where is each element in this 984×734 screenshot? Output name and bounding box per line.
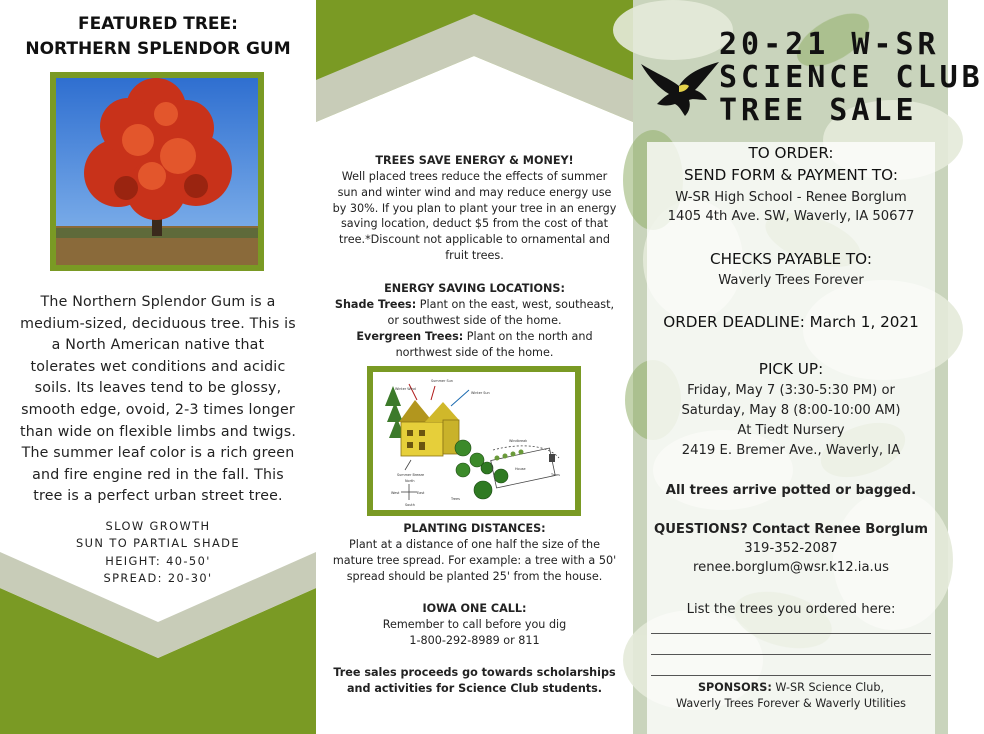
diagram-label-windbreak: Windbreak [509,439,528,443]
diagram-label-north: North [405,479,415,483]
sponsors-line2: Waverly Trees Forever & Waverly Utilities [675,697,907,710]
diagram-label-south: South [405,503,415,507]
iowa-one-call-line1: Remember to call before you dig [382,618,567,631]
shade-text: Plant on the east, west, southeast, or southwest side of the home. [387,298,615,327]
sponsors-line1 [647,680,935,696]
tree-specs [0,518,316,588]
deadline-value: March 1, 2021 [809,313,919,331]
spec-spread: SPREAD: 20-30' [103,571,213,586]
shade-label: Shade Trees: [334,298,417,311]
tree-list-line[interactable] [651,633,931,634]
diagram-label-winter-sun: Winter Sun [471,391,490,395]
tree-description: The Northern Splendor Gum is a medium-sized, deciduous tree. This is a North American native that tolerates wet conditions and acidic soils. Its leaves tend to be glossy, smooth edge, ovoid, 2-3 times longer than wide on flexible limbs and twigs. The summer leaf color is a rich green and fire engine red in the fall. This tree is a perfect urban street tree. [19,294,297,505]
diagram-label-west: West [391,491,400,495]
locations-title: ENERGY SAVING LOCATIONS: [384,282,565,295]
shade-trees-text [330,297,619,329]
planting-text: Plant at a distance of one half the size of the mature tree spread. For example: a tree with a 50' spread should be planted 25' from the house. [332,538,617,583]
iowa-one-call-title: IOWA ONE CALL: [422,602,527,615]
evergreen-trees-text [344,329,605,361]
heading-line: NORTHERN SPLENDOR GUM [25,39,291,59]
evergreen-label: Evergreen Trees: [356,330,464,343]
tree-photo [50,72,264,271]
diagram-label-summer-breeze: Summer Breeze [397,473,425,477]
title-line: TREE SALE [719,93,918,128]
pickup-line: Saturday, May 8 (8:00-10:00 AM) [681,403,901,418]
energy-diagram [367,366,581,516]
energy-info-panel [316,0,633,734]
order-panel [633,0,984,734]
diagram-label-trees: Trees [551,473,560,477]
questions-contact: QUESTIONS? Contact Renee Borglum [653,522,929,537]
title-line: SCIENCE CLUB [719,60,984,95]
planting-title: PLANTING DISTANCES: [403,522,546,535]
title-line: 20-21 W-SR [719,27,940,62]
energy-text: Well placed trees reduce the effects of summer sun and winter wind and may reduce energy use by 30%. If you plan to plant your tree in an energy saving location, deduct $5 from the cost of that tree.*Discount not applicable to ornamental and fruit trees. [332,170,617,262]
send-address-line2: 1405 4th Ave. SW, Waverly, IA 50677 [667,209,915,224]
potted-note: All trees arrive potted or bagged. [665,483,917,498]
sale-title [719,27,984,128]
featured-tree-panel [0,0,316,734]
diagram-label-trees-lower: Trees [451,497,460,501]
energy-title: TREES SAVE ENERGY & MONEY! [375,154,574,167]
spec-sun: SUN TO PARTIAL SHADE [76,536,240,551]
send-title: SEND FORM & PAYMENT TO: [684,166,898,184]
eagle-icon [639,60,721,118]
diagram-label-east: East [417,491,425,495]
iowa-one-call-phone: 1-800-292-8989 or 811 [409,634,540,647]
order-deadline [647,312,935,332]
pickup-line: Friday, May 7 (3:30-5:30 PM) or [687,383,895,398]
proceeds-line2: and activities for Science Club students. [346,682,603,695]
house-tree-placement-diagram [373,372,575,510]
tree-list-line[interactable] [651,654,931,655]
diagram-label-summer-sun: Summer Sun [431,379,453,383]
featured-tree-heading [0,12,316,62]
to-order-title: TO ORDER: [748,144,834,162]
sponsors-text: W-SR Science Club, [775,681,885,694]
send-address-line1: W-SR High School - Renee Borglum [675,190,907,205]
spec-height: HEIGHT: 40-50' [105,553,211,568]
pickup-line: 2419 E. Bremer Ave., Waverly, IA [681,443,901,458]
deadline-label: ORDER DEADLINE: [663,313,805,331]
spec-growth: SLOW GROWTH [105,519,211,533]
diagram-label-winter-wind: Winter Wind [395,387,416,391]
tree-list-title: List the trees you ordered here: [686,602,896,617]
checks-title: CHECKS PAYABLE TO: [710,250,872,268]
diagram-label-house: House [515,467,526,471]
checks-payee: Waverly Trees Forever [718,273,864,288]
sponsors-label: SPONSORS: [697,681,772,694]
proceeds-line1: Tree sales proceeds go towards scholarships [333,666,616,679]
tree-list-line[interactable] [651,675,931,676]
evergreen-text: Plant on the north and northwest side of the home. [395,330,593,359]
sponsors [647,680,935,712]
contact-phone: 319-352-2087 [744,541,838,556]
pickup-line: At Tiedt Nursery [737,423,845,438]
red-tree-photo [56,78,258,265]
contact-email[interactable]: renee.borglum@wsr.k12.ia.us [693,560,889,575]
heading-line: FEATURED TREE: [78,14,238,34]
pickup-title: PICK UP: [758,360,824,378]
